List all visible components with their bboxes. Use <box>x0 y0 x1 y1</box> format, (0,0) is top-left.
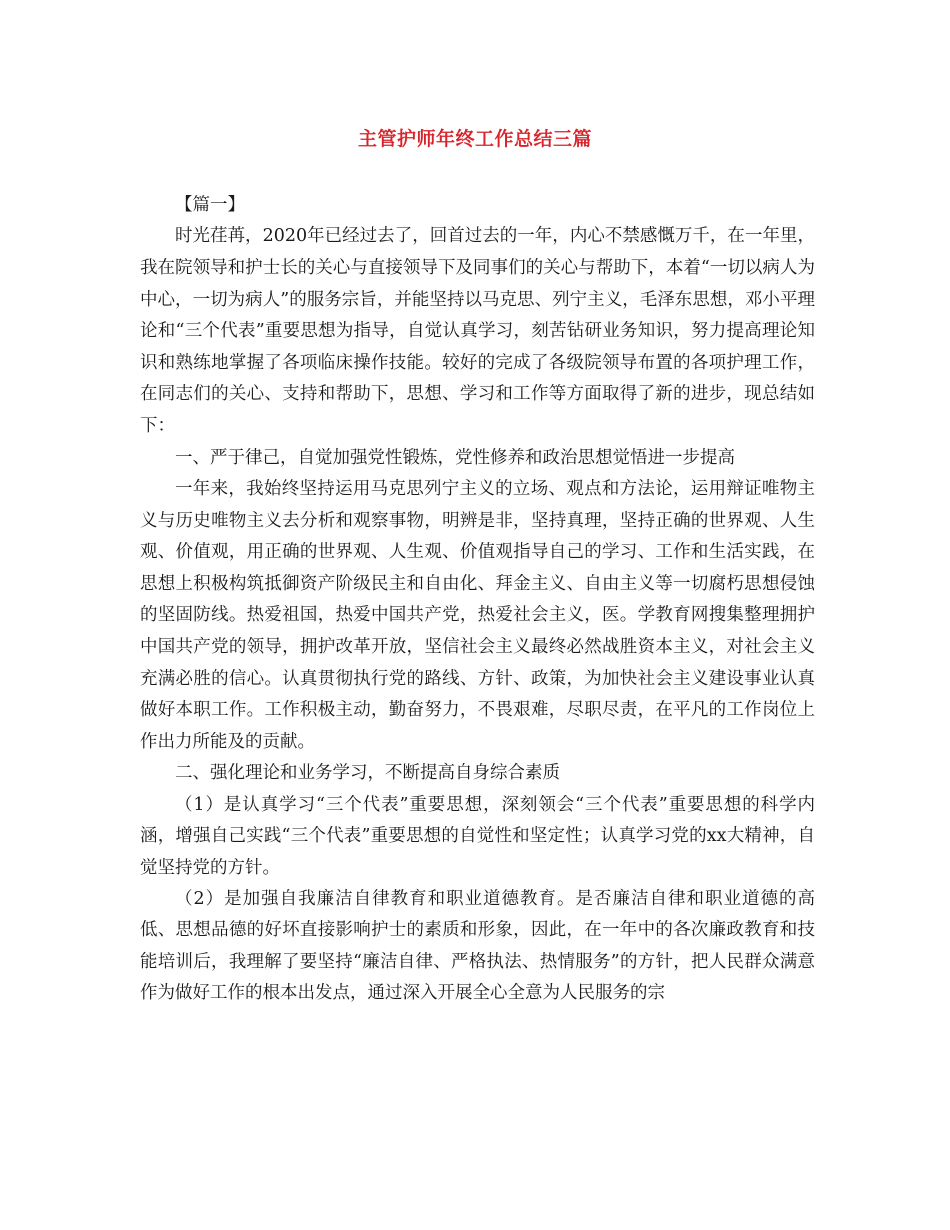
paragraph-intro: 时光荏苒，2020年已经过去了，回首过去的一年，内心不禁感慨万千，在一年里，我在院领导和护士长的关心与直接领导下及同事们的关心与帮助下，本着“一切以病人为中心，一切为病人”的服务宗旨，并能坚持以马克思、列宁主义，毛泽东思想，邓小平理论和“三个代表”重要思想为指导，自觉认真学习，刻苦钻研业务知识，努力提高理论知识和熟练地掌握了各项临床操作技能。较好的完成了各级院领导布置的各项护理工作，在同志们的关心、支持和帮助下，思想、学习和工作等方面取得了新的进步，现总结如下： <box>140 226 815 436</box>
paragraph-item-2: （2）是加强自我廉洁自律教育和职业道德教育。是否廉洁自律和职业道德的高低、思想品德的好坏直接影响护士的素质和形象，因此，在一年中的各次廉政教育和技能培训后，我理解了要坚持“廉洁自律、严格执法、热情服务”的方针，把人民群众满意作为做好工作的根本出发点，通过深入开展全心全意为人民服务的宗 <box>140 888 815 1004</box>
paragraph-one: 一年来，我始终坚持运用马克思列宁主义的立场、观点和方法论，运用辩证唯物主义与历史唯物主义去分析和观察事物，明辨是非，坚持真理，坚持正确的世界观、人生观、价值观，用正确的世界观、人生观、价值观指导自己的学习、工作和生活实践，在思想上积极构筑抵御资产阶级民主和自由化、拜金主义、自由主义等一切腐朽思想侵蚀的坚固防线。热爱祖国，热爱中国共产党，热爱社会主义，医。学教育网搜集整理拥护中国共产党的领导，拥护改革开放，坚信社会主义最终必然战胜资本主义，对社会主义充满必胜的信心。认真贯彻执行党的路线、方针、政策，为加快社会主义建设事业认真做好本职工作。工作积极主动，勤奋努力，不畏艰难，尽职尽责，在平凡的工作岗位上作出力所能及的贡献。 <box>140 478 815 752</box>
paragraph-item-1: （1）是认真学习“三个代表”重要思想，深刻领会“三个代表”重要思想的科学内涵，增强自己实践“三个代表”重要思想的自觉性和坚定性；认真学习党的xx大精神，自觉坚持党的方针。 <box>140 794 815 878</box>
document-title: 主管护师年终工作总结三篇 <box>357 128 592 150</box>
heading-one: 一、严于律己，自觉加强党性锻炼，党性修养和政治思想觉悟进一步提高 <box>175 447 735 468</box>
heading-two: 二、强化理论和业务学习，不断提高自身综合素质 <box>175 763 560 784</box>
section-label: 【篇一】 <box>175 195 245 215</box>
document-body <box>140 190 815 1010</box>
